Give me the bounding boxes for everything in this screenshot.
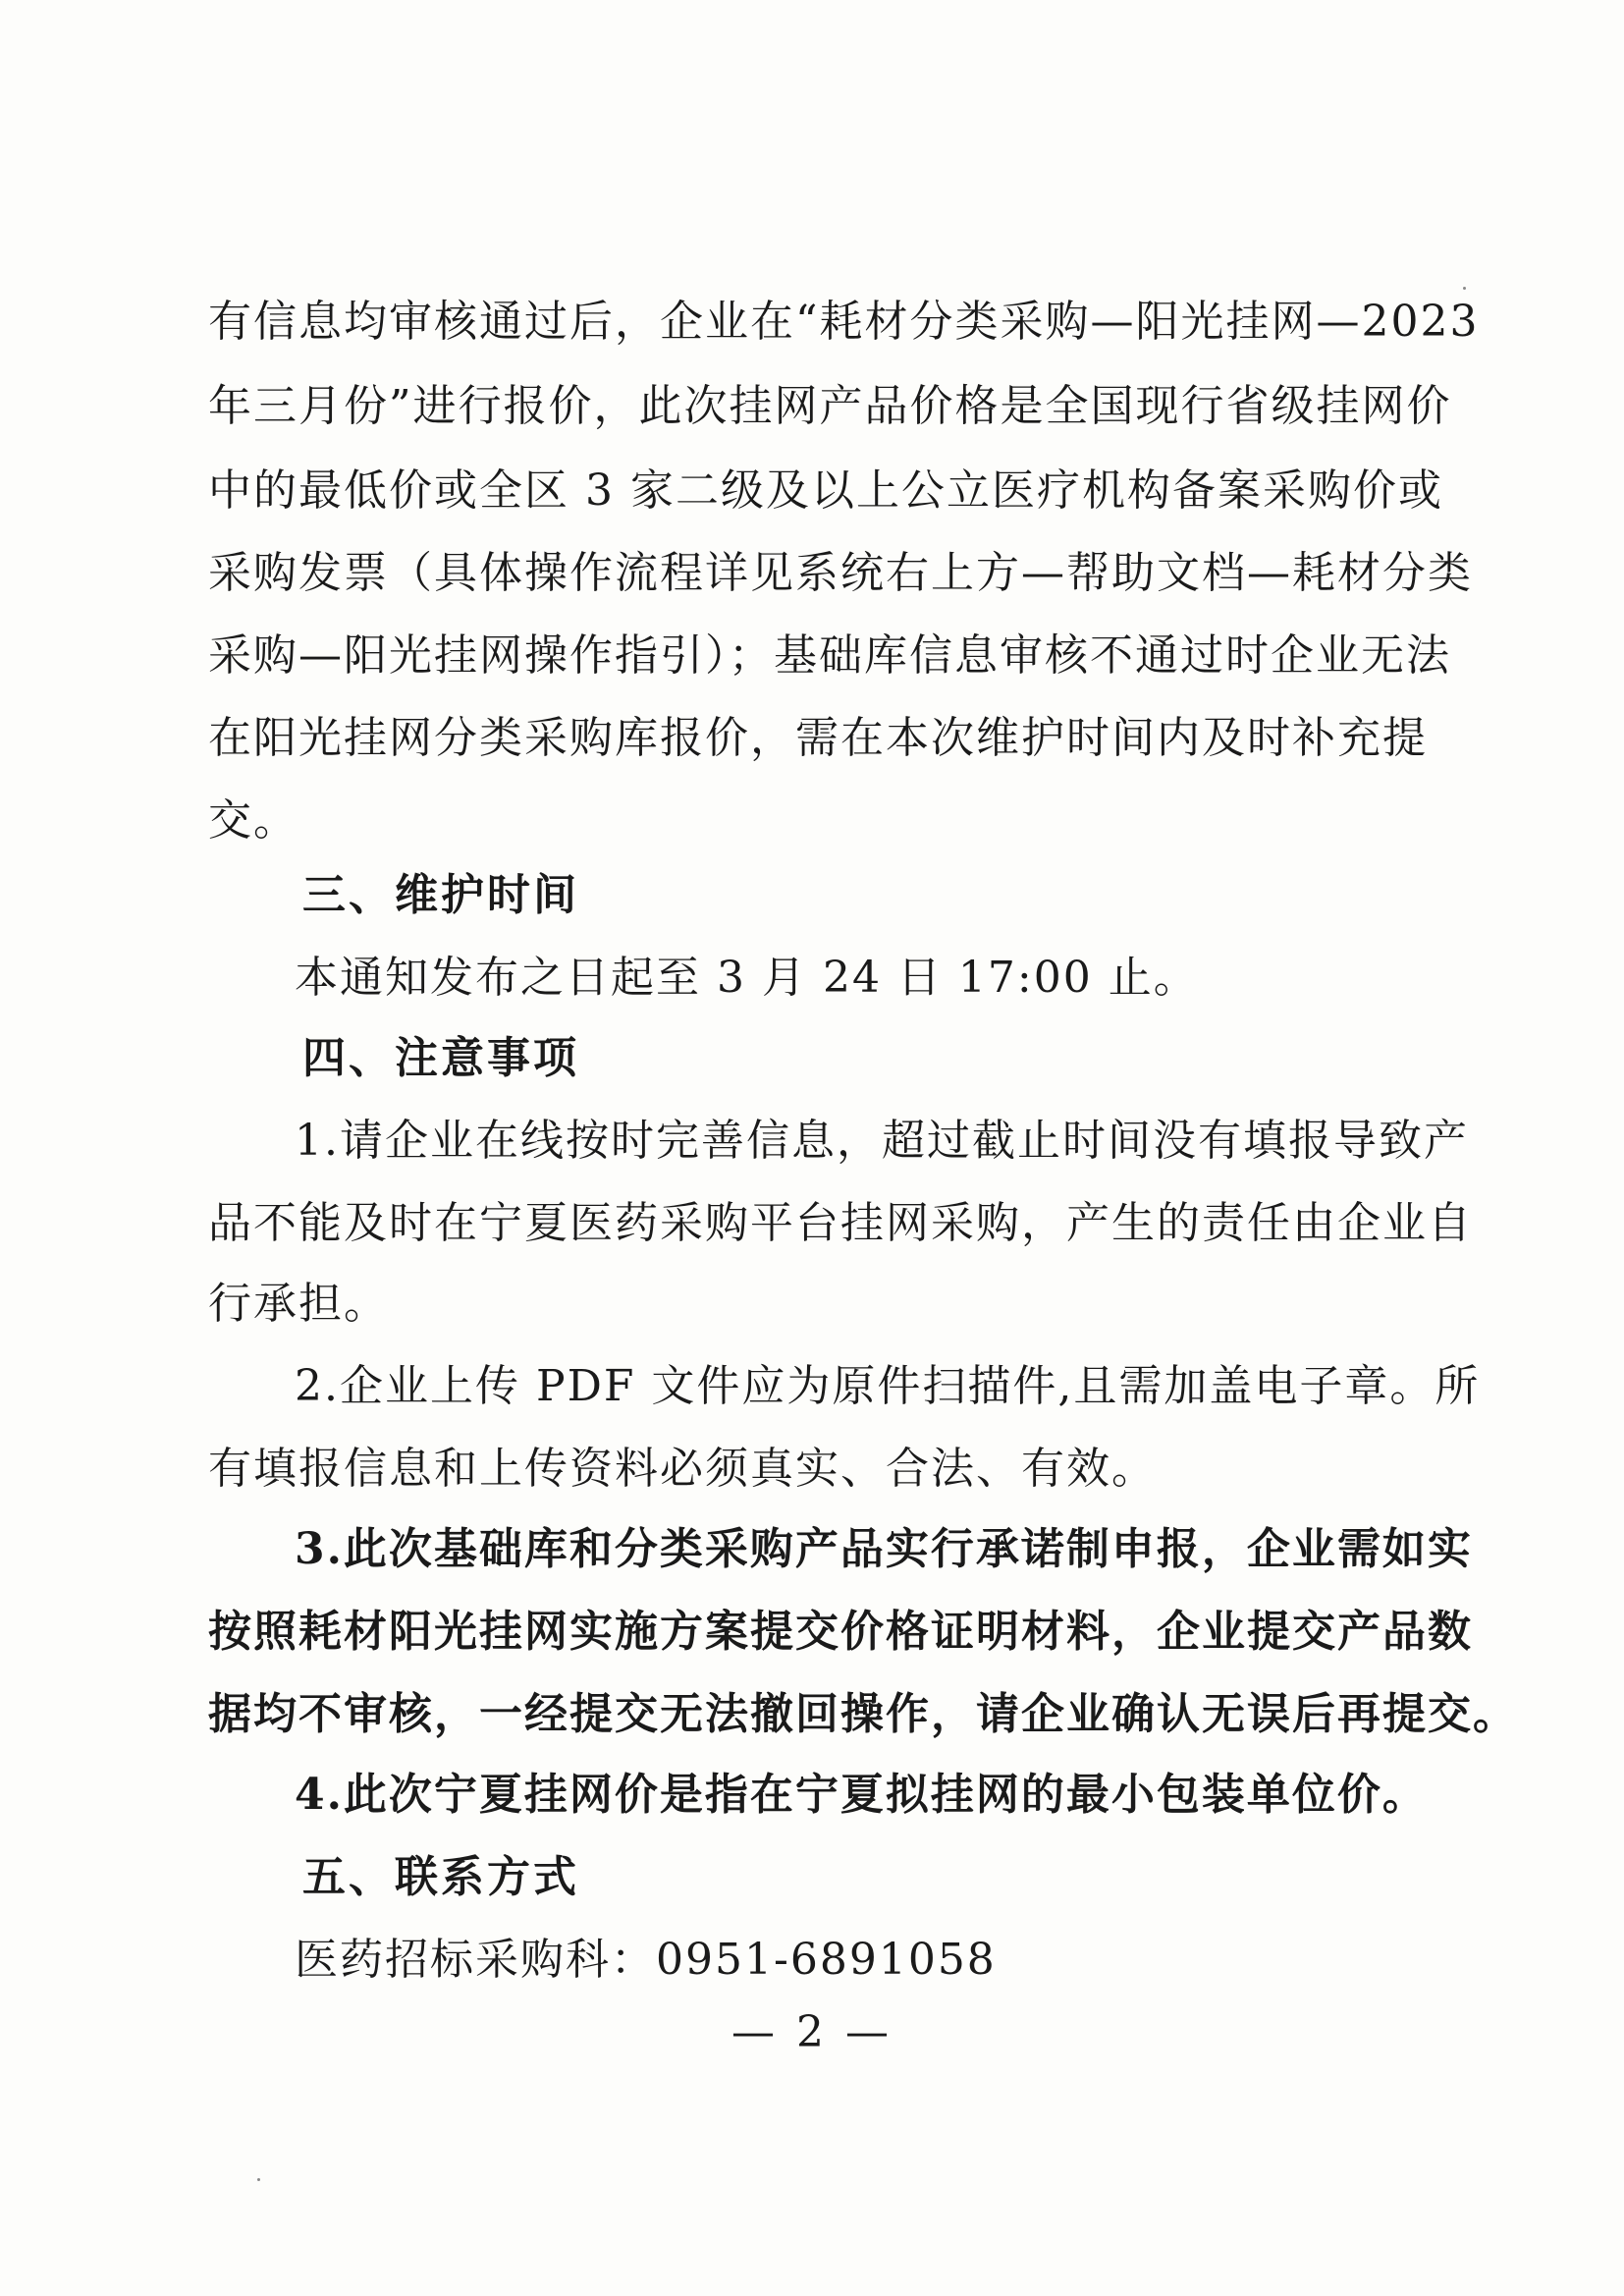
paragraph-line: 在阳光挂网分类采购库报价，需在本次维护时间内及时补充提 <box>208 713 1428 763</box>
scan-speck <box>1463 287 1466 290</box>
paragraph-line: 采购—阳光挂网操作指引）；基础库信息审核不通过时企业无法 <box>208 630 1451 681</box>
contact-line: 医药招标采购科：0951-6891058 <box>295 1935 997 1985</box>
paragraph-line: 年三月份”进行报价，此次挂网产品价格是全国现行省级挂网价 <box>208 381 1452 431</box>
paragraph-line: 1.请企业在线按时完善信息，超过截止时间没有填报导致产 <box>295 1116 1469 1166</box>
paragraph-line-bold: 3.此次基础库和分类采购产品实行承诺制申报，企业需如实 <box>295 1524 1473 1574</box>
paragraph-line-bold: 4.此次宁夏挂网价是指在宁夏拟挂网的最小包装单位价。 <box>295 1770 1428 1820</box>
page-number: — 2 — <box>731 2007 893 2057</box>
paragraph-line: 行承担。 <box>208 1279 389 1329</box>
section-heading-maintenance-time: 三、维护时间 <box>302 870 579 920</box>
paragraph-line: 中的最低价或全区 3 家二级及以上公立医疗机构备案采购价或 <box>208 465 1443 516</box>
paragraph-line: 本通知发布之日起至 3 月 24 日 17:00 止。 <box>295 953 1199 1003</box>
section-heading-notes: 四、注意事项 <box>302 1033 579 1083</box>
paragraph-line: 2.企业上传 PDF 文件应为原件扫描件,且需加盖电子章。所 <box>295 1361 1481 1411</box>
paragraph-line: 采购发票（具体操作流程详见系统右上方—帮助文档—耗材分类 <box>208 548 1473 598</box>
paragraph-line: 交。 <box>208 795 298 846</box>
paragraph-line-bold: 按照耗材阳光挂网实施方案提交价格证明材料，企业提交产品数 <box>208 1607 1473 1657</box>
paragraph-line: 有信息均审核通过后，企业在“耗材分类采购—阳光挂网—2023 <box>208 297 1480 347</box>
paragraph-line-bold: 据均不审核，一经提交无法撤回操作，请企业确认无误后再提交。 <box>208 1689 1518 1739</box>
paragraph-line: 品不能及时在宁夏医药采购平台挂网采购，产生的责任由企业自 <box>208 1198 1473 1248</box>
scan-speck <box>257 2178 260 2181</box>
paragraph-line: 有填报信息和上传资料必须真实、合法、有效。 <box>208 1444 1157 1494</box>
section-heading-contact: 五、联系方式 <box>302 1852 579 1902</box>
